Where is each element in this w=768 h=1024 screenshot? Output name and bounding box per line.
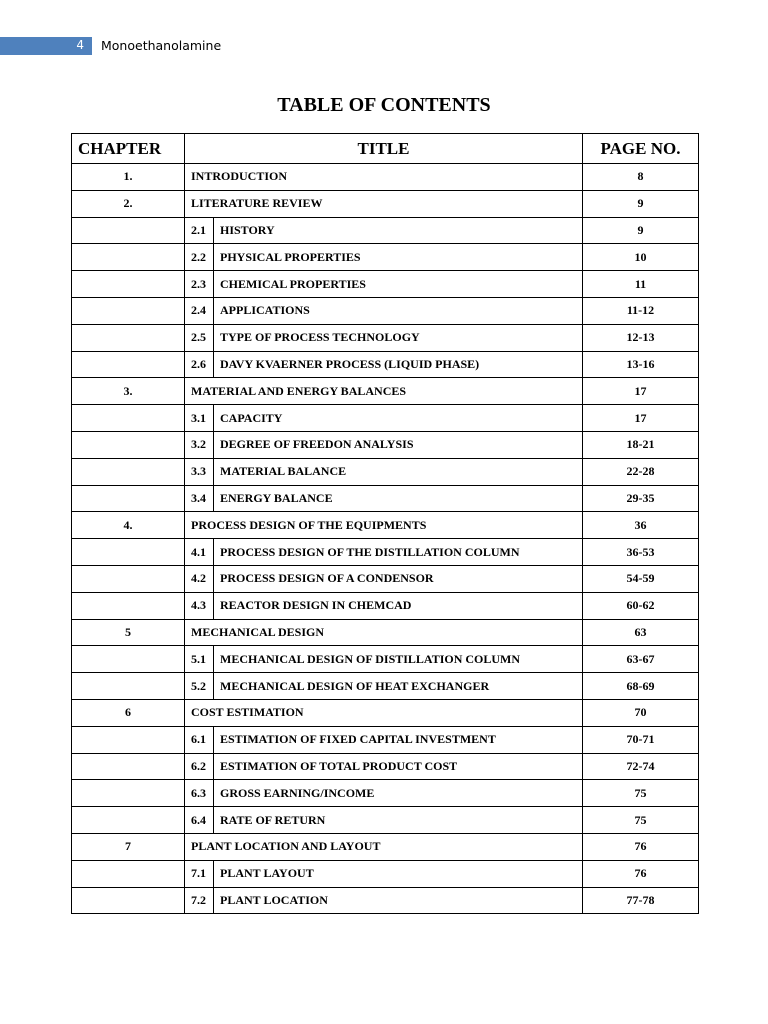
toc-row	[72, 378, 699, 405]
page-number-cell: 17	[583, 378, 699, 405]
section-number: 5.1	[185, 646, 214, 673]
section-title: PHYSICAL PROPERTIES	[214, 244, 583, 271]
page-number-cell: 8	[583, 164, 699, 191]
chapter-number	[72, 860, 185, 887]
section-title: CHEMICAL PROPERTIES	[214, 271, 583, 298]
section-title: RATE OF RETURN	[214, 807, 583, 834]
section-number: 6.1	[185, 726, 214, 753]
page-number-cell: 18-21	[583, 431, 699, 458]
section-title: ENERGY BALANCE	[214, 485, 583, 512]
chapter-title: MATERIAL AND ENERGY BALANCES	[185, 378, 583, 405]
chapter-number	[72, 565, 185, 592]
page-number-cell: 11-12	[583, 297, 699, 324]
toc-row	[72, 485, 699, 512]
toc-row	[72, 673, 699, 700]
chapter-number	[72, 351, 185, 378]
toc-row	[72, 217, 699, 244]
page-number-cell: 75	[583, 780, 699, 807]
chapter-number	[72, 592, 185, 619]
chapter-number: 5	[72, 619, 185, 646]
section-number: 2.2	[185, 244, 214, 271]
chapter-number	[72, 458, 185, 485]
chapter-title: LITERATURE REVIEW	[185, 190, 583, 217]
chapter-number: 3.	[72, 378, 185, 405]
page-number-cell: 11	[583, 271, 699, 298]
page-number-cell: 36	[583, 512, 699, 539]
section-number: 4.1	[185, 539, 214, 566]
chapter-number	[72, 244, 185, 271]
chapter-number	[72, 753, 185, 780]
section-number: 4.3	[185, 592, 214, 619]
chapter-title: PLANT LOCATION AND LAYOUT	[185, 833, 583, 860]
toc-row	[72, 324, 699, 351]
chapter-number	[72, 431, 185, 458]
chapter-number	[72, 539, 185, 566]
page-number-cell: 76	[583, 833, 699, 860]
toc-row	[72, 860, 699, 887]
page-number-cell: 60-62	[583, 592, 699, 619]
chapter-number	[72, 405, 185, 432]
column-header-page: PAGE NO.	[583, 134, 699, 164]
chapter-number	[72, 780, 185, 807]
chapter-number	[72, 673, 185, 700]
page-number-cell: 68-69	[583, 673, 699, 700]
toc-row	[72, 726, 699, 753]
toc-row	[72, 699, 699, 726]
toc-row	[72, 833, 699, 860]
chapter-title: INTRODUCTION	[185, 164, 583, 191]
toc-row	[72, 297, 699, 324]
page-number-cell: 36-53	[583, 539, 699, 566]
page-number-cell: 75	[583, 807, 699, 834]
toc-row	[72, 512, 699, 539]
page-number-cell: 77-78	[583, 887, 699, 914]
page-number-cell: 70	[583, 699, 699, 726]
chapter-number	[72, 646, 185, 673]
section-title: APPLICATIONS	[214, 297, 583, 324]
toc-row	[72, 619, 699, 646]
section-number: 2.3	[185, 271, 214, 298]
toc-row	[72, 753, 699, 780]
page-number-cell: 9	[583, 190, 699, 217]
toc-row	[72, 887, 699, 914]
chapter-number: 2.	[72, 190, 185, 217]
section-title: REACTOR DESIGN IN CHEMCAD	[214, 592, 583, 619]
section-title: PROCESS DESIGN OF A CONDENSOR	[214, 565, 583, 592]
toc-table	[71, 133, 699, 914]
section-number: 6.4	[185, 807, 214, 834]
section-title: PROCESS DESIGN OF THE DISTILLATION COLUMN	[214, 539, 583, 566]
toc-row	[72, 271, 699, 298]
toc-row	[72, 565, 699, 592]
page-number-cell: 12-13	[583, 324, 699, 351]
toc-row	[72, 405, 699, 432]
chapter-title: MECHANICAL DESIGN	[185, 619, 583, 646]
chapter-number: 6	[72, 699, 185, 726]
chapter-number	[72, 271, 185, 298]
section-title: MECHANICAL DESIGN OF DISTILLATION COLUMN	[214, 646, 583, 673]
page-number-cell: 72-74	[583, 753, 699, 780]
page-number-cell: 22-28	[583, 458, 699, 485]
column-header-title: TITLE	[185, 134, 583, 164]
section-number: 3.1	[185, 405, 214, 432]
page-number-bar	[0, 37, 92, 55]
section-number: 3.2	[185, 431, 214, 458]
section-number: 2.1	[185, 217, 214, 244]
section-number: 3.3	[185, 458, 214, 485]
section-number: 4.2	[185, 565, 214, 592]
section-number: 2.6	[185, 351, 214, 378]
section-number: 3.4	[185, 485, 214, 512]
chapter-title: COST ESTIMATION	[185, 699, 583, 726]
page-header	[0, 37, 768, 55]
section-title: PLANT LAYOUT	[214, 860, 583, 887]
chapter-number	[72, 807, 185, 834]
toc-row	[72, 807, 699, 834]
toc-header-row	[72, 134, 699, 164]
section-title: ESTIMATION OF FIXED CAPITAL INVESTMENT	[214, 726, 583, 753]
chapter-number: 1.	[72, 164, 185, 191]
toc-row	[72, 244, 699, 271]
section-number: 7.2	[185, 887, 214, 914]
chapter-number	[72, 485, 185, 512]
chapter-number	[72, 726, 185, 753]
section-title: MECHANICAL DESIGN OF HEAT EXCHANGER	[214, 673, 583, 700]
section-number: 2.4	[185, 297, 214, 324]
toc-row	[72, 646, 699, 673]
chapter-number: 7	[72, 833, 185, 860]
page-number-cell: 17	[583, 405, 699, 432]
page-number-cell: 54-59	[583, 565, 699, 592]
toc-row	[72, 592, 699, 619]
column-header-chapter: CHAPTER	[72, 134, 185, 164]
section-title: DAVY KVAERNER PROCESS (LIQUID PHASE)	[214, 351, 583, 378]
toc-title: TABLE OF CONTENTS	[277, 94, 491, 116]
chapter-number	[72, 324, 185, 351]
page-number-cell: 63	[583, 619, 699, 646]
page-number-cell: 13-16	[583, 351, 699, 378]
section-number: 6.3	[185, 780, 214, 807]
chapter-number	[72, 297, 185, 324]
document-name: Monoethanolamine	[101, 38, 222, 53]
section-number: 6.2	[185, 753, 214, 780]
toc-row	[72, 431, 699, 458]
toc-row	[72, 539, 699, 566]
toc-row	[72, 780, 699, 807]
section-title: GROSS EARNING/INCOME	[214, 780, 583, 807]
page-number-cell: 9	[583, 217, 699, 244]
section-title: CAPACITY	[214, 405, 583, 432]
section-title: DEGREE OF FREEDON ANALYSIS	[214, 431, 583, 458]
page-number: 4	[76, 38, 84, 52]
toc-row	[72, 351, 699, 378]
page-number-cell: 29-35	[583, 485, 699, 512]
toc-row	[72, 458, 699, 485]
section-number: 7.1	[185, 860, 214, 887]
section-title: PLANT LOCATION	[214, 887, 583, 914]
chapter-number: 4.	[72, 512, 185, 539]
section-title: MATERIAL BALANCE	[214, 458, 583, 485]
page-number-cell: 63-67	[583, 646, 699, 673]
section-number: 5.2	[185, 673, 214, 700]
chapter-title: PROCESS DESIGN OF THE EQUIPMENTS	[185, 512, 583, 539]
section-number: 2.5	[185, 324, 214, 351]
section-title: TYPE OF PROCESS TECHNOLOGY	[214, 324, 583, 351]
toc-body	[72, 164, 699, 914]
page-number-cell: 10	[583, 244, 699, 271]
page-number-cell: 76	[583, 860, 699, 887]
toc-row	[72, 190, 699, 217]
page-number-cell: 70-71	[583, 726, 699, 753]
chapter-number	[72, 217, 185, 244]
toc-row	[72, 164, 699, 191]
section-title: ESTIMATION OF TOTAL PRODUCT COST	[214, 753, 583, 780]
chapter-number	[72, 887, 185, 914]
section-title: HISTORY	[214, 217, 583, 244]
